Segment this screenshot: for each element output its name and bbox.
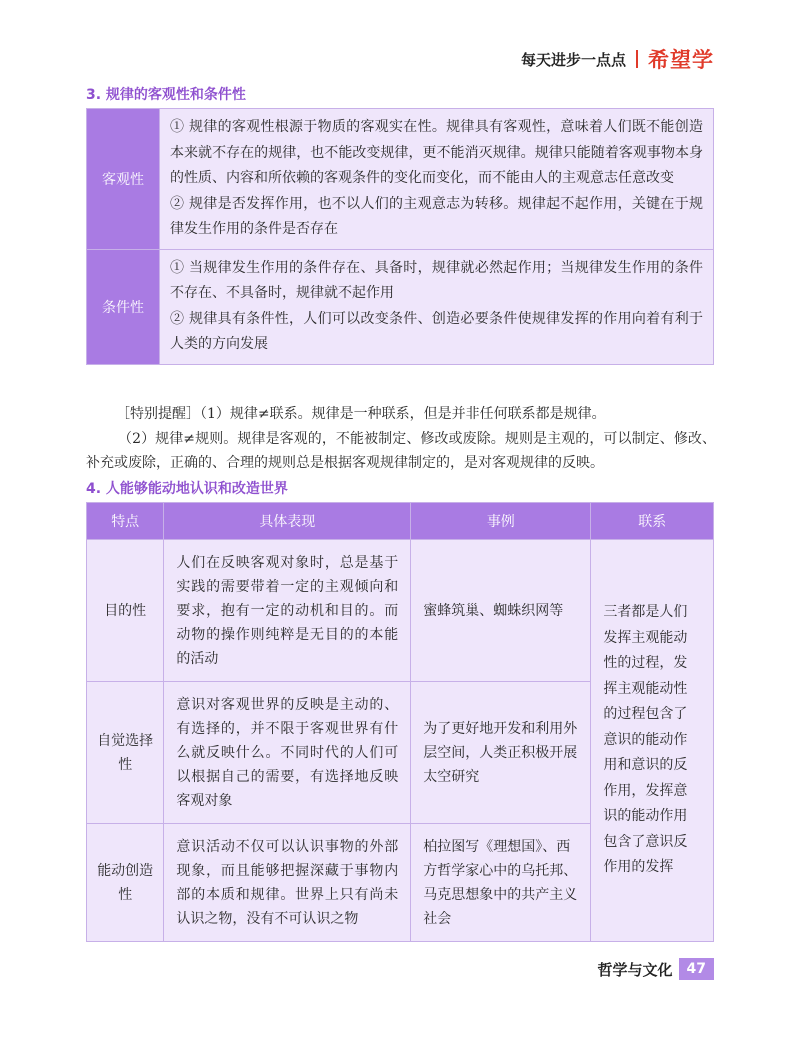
cell-feature xyxy=(87,682,164,824)
header-behavior: 具体表现 xyxy=(164,503,411,540)
section-3-title: 3. 规律的客观性和条件性 xyxy=(86,87,246,103)
list-item: ① 当规律发生作用的条件存在、具备时，规律就必然起作用；当规律发生作用的条件不存在、不具备时，规律就不起作用 xyxy=(170,259,703,301)
initiative-table xyxy=(86,502,714,942)
list-item: ② 规律是否发挥作用，也不以人们的主观意志为转移。规律起不起作用，关键在于规律发生作用的条件是否存在 xyxy=(170,195,703,237)
feature-text: 自觉选择性 xyxy=(97,732,154,773)
list-item: ② 规律具有条件性，人们可以改变条件、创造必要条件使规律发挥的作用向着有利于人类的方向发展 xyxy=(170,310,703,352)
cell-example xyxy=(411,824,591,942)
feature-text: 能动创造性 xyxy=(97,862,154,903)
table-row xyxy=(87,109,714,250)
section-4-title: 4. 人能够能动地认识和改造世界 xyxy=(86,481,288,497)
row-label-objective: 客观性 xyxy=(87,109,160,250)
link-text: 三者都是人们发挥主观能动性的过程，发挥主观能动性的过程包含了意识的能动作用和意识的反作用，发挥意识的能动作用包含了意识反作用的发挥 xyxy=(603,604,688,876)
page-footer xyxy=(598,958,715,980)
feature-text: 目的性 xyxy=(104,602,147,619)
reminder-line-1: ［特别提醒］（1）规律≠联系。规律是一种联系，但是并非任何联系都是规律。 xyxy=(116,406,606,422)
brand-logo: 希望学 xyxy=(648,48,714,72)
cell-behavior xyxy=(164,824,411,942)
special-reminder xyxy=(86,402,716,476)
row-content-objective xyxy=(160,109,714,250)
header-link: 联系 xyxy=(591,503,714,540)
cell-feature xyxy=(87,540,164,682)
page-header xyxy=(521,44,714,74)
cell-behavior xyxy=(164,540,411,682)
example-text: 蜜蜂筑巢、蜘蛛织网等 xyxy=(423,602,564,619)
example-text: 为了更好地开发和利用外层空间，人类正积极开展太空研究 xyxy=(423,720,578,785)
header-tagline: 每天进步一点点 xyxy=(520,50,626,69)
behavior-text: 意识活动不仅可以认识事物的外部现象，而且能够把握深藏于事物内部的本质和规律。世界上只有尚未认识之物，没有不可认识之物 xyxy=(176,838,399,927)
row-content-conditional xyxy=(160,249,714,364)
table-row xyxy=(87,540,714,682)
cell-example xyxy=(411,682,591,824)
row-label-conditional: 条件性 xyxy=(87,249,160,364)
page-number: 47 xyxy=(679,958,714,980)
reminder-line-2: （2）规律≠规则。规律是客观的，不能被制定、修改或废除。规则是主观的，可以制定、修改、补充或废除，正确的、合理的规则总是根据客观规律制定的，是对客观规律的反映。 xyxy=(86,430,716,471)
cell-example xyxy=(411,540,591,682)
behavior-text: 意识对客观世界的反映是主动的、有选择的，并不限于客观世界有什么就反映什么。不同时代的人们可以根据自己的需要，有选择地反映客观对象 xyxy=(176,696,399,809)
cell-behavior xyxy=(164,682,411,824)
behavior-text: 人们在反映客观对象时，总是基于实践的需要带着一定的主观倾向和要求，抱有一定的动机和目的。而动物的操作则纯粹是无目的的本能的活动 xyxy=(176,554,399,667)
header-feature: 特点 xyxy=(87,503,164,540)
table-header-row xyxy=(87,503,714,540)
book-title: 哲学与文化 xyxy=(597,960,673,979)
header-divider xyxy=(636,50,638,68)
cell-link xyxy=(591,540,714,942)
example-text: 柏拉图写《理想国》、西方哲学家心中的乌托邦、马克思想象中的共产主义社会 xyxy=(423,838,578,927)
list-item: ① 规律的客观性根源于物质的客观实在性。规律具有客观性，意味着人们既不能创造本来就不存在的规律，也不能改变规律，更不能消灭规律。规律只能随着客观事物本身的性质、内容和所依赖的客观条件的变化而变化，而不能由人的主观意志任意改变 xyxy=(170,119,703,186)
header-example: 事例 xyxy=(411,503,591,540)
law-property-table xyxy=(86,108,714,365)
table-row xyxy=(87,249,714,364)
cell-feature xyxy=(87,824,164,942)
